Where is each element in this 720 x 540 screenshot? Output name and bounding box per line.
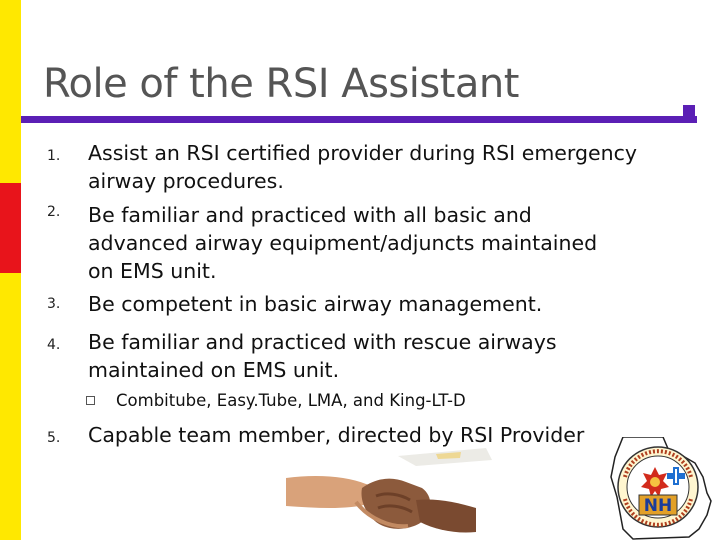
- list-item-number: 1.: [47, 148, 61, 164]
- list-item-text: Be competent in basic airway management.: [88, 292, 543, 316]
- list-item-number: 4.: [47, 337, 61, 353]
- sub-bullet-icon: [86, 396, 95, 405]
- list-item-number: 5.: [47, 430, 61, 446]
- title-divider-square: [683, 105, 695, 117]
- nh-ems-seal-icon: [603, 437, 718, 540]
- sub-list-item-text: Combitube, Easy.Tube, LMA, and King-LT-D: [116, 391, 466, 410]
- list-item-text: Assist an RSI certified provider during RSI emergency airway procedures.: [88, 141, 637, 193]
- slide-title: Role of the RSI Assistant: [43, 61, 519, 107]
- accent-bar-yellow-lower: [0, 273, 21, 540]
- list-item-number: 3.: [47, 296, 61, 312]
- list-item-text: Be familiar and practiced with rescue airways maintained on EMS unit.: [88, 330, 557, 382]
- svg-text:NH: NH: [643, 496, 673, 516]
- accent-bar-red: [0, 183, 21, 273]
- list-item-text: Capable team member, directed by RSI Provider: [88, 423, 585, 447]
- title-divider: [21, 116, 697, 123]
- accent-bar-yellow: [0, 0, 21, 183]
- list-item-number: 2.: [47, 204, 61, 220]
- handshake-icon: [286, 448, 496, 540]
- list-item-text: Be familiar and practiced with all basic and advanced airway equipment/adjuncts maintained on EMS unit.: [88, 203, 598, 283]
